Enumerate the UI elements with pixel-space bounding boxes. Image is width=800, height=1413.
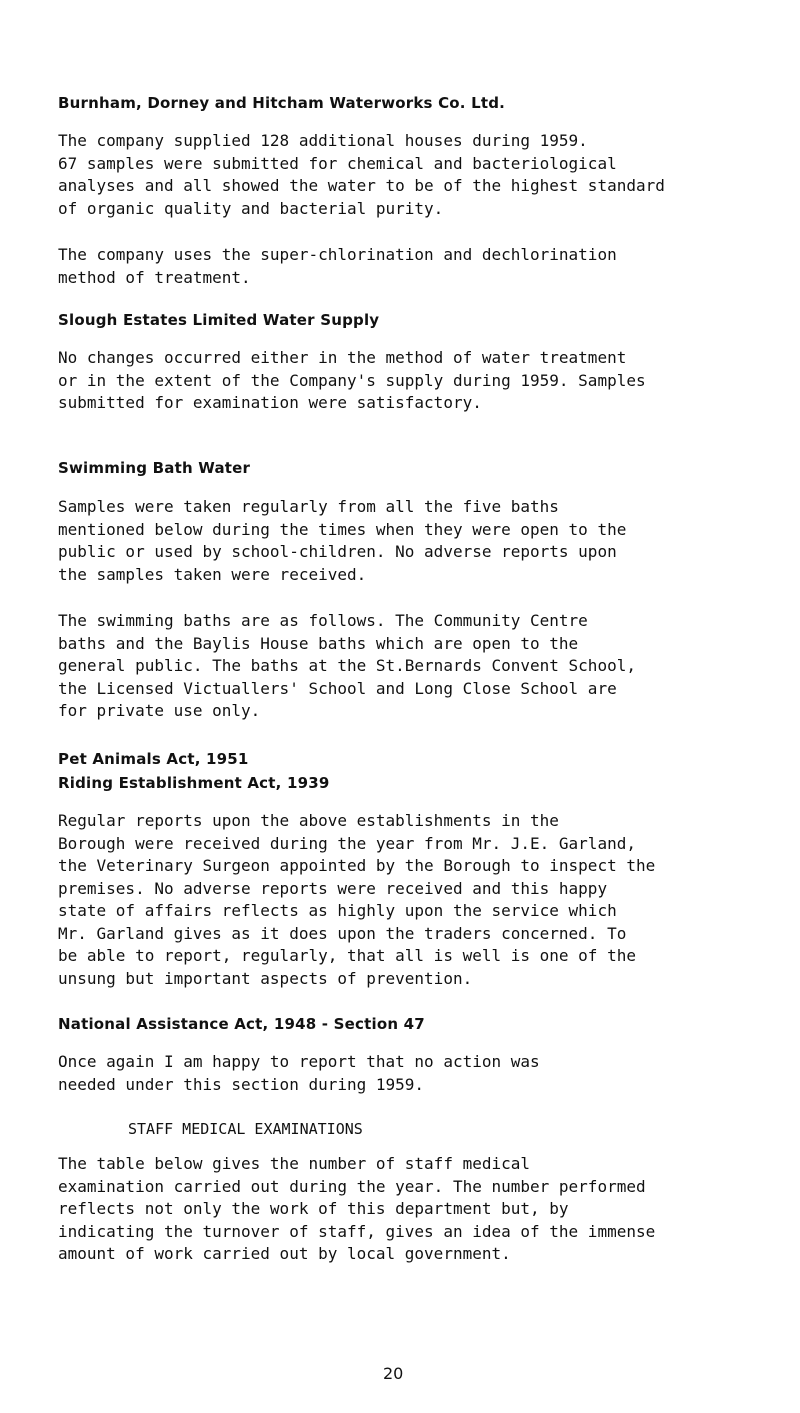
national-assistance-paragraph-1: Once again I am happy to report that no action was needed under this section during 1959. [58, 1052, 540, 1094]
staff-medical-paragraph-1: The table below gives the number of staff medical examination carried out during the year. The number performed reflects not only the work of this department but, by indicating the turnover of staff, gives an idea of the immense amount of work carried out by local government. [58, 1154, 656, 1263]
swimming-paragraph-1: Samples were taken regularly from all the five baths mentioned below during the times when they were open to the public or used by school-children. No adverse reports upon the samples taken were received. [58, 497, 627, 584]
swimming-heading: Swimming Bath Water [58, 459, 251, 477]
pet-animals-paragraph-1: Regular reports upon the above establishments in the Borough were received during the year from Mr. J.E. Garland, the Veterinary Surgeon appointed by the Borough to inspect the premises. No adverse reports were received and this happy state of affairs reflects as highly upon the service which Mr. Garland gives as it does upon the traders concerned. To be able to report, regularly, that all is well is one of the unsung but important aspects of prevention. [58, 811, 656, 988]
swimming-paragraph-2: The swimming baths are as follows. The Community Centre baths and the Baylis House baths which are open to the general public. The baths at the St.Bernards Convent School, the Licensed Victuallers' School and Long Close School are for private use only. [58, 611, 636, 720]
pet-animals-heading: Pet Animals Act, 1951 [58, 750, 249, 768]
staff-medical-heading: STAFF MEDICAL EXAMINATIONS [128, 1120, 363, 1138]
slough-paragraph-1: No changes occurred either in the method of water treatment or in the extent of the Company's supply during 1959. Samples submitted for examination were satisfactory. [58, 348, 646, 412]
burnham-heading: Burnham, Dorney and Hitcham Waterworks Co. Ltd. [58, 94, 506, 112]
burnham-paragraph-1: The company supplied 128 additional houses during 1959. 67 samples were submitted for chemical and bacteriological analyses and all showed the water to be of the highest standard of organic quality and bacterial purity. [58, 131, 665, 218]
burnham-paragraph-2: The company uses the super-chlorination and dechlorination method of treatment. [58, 245, 617, 287]
slough-heading: Slough Estates Limited Water Supply [58, 311, 380, 329]
riding-establishment-heading: Riding Establishment Act, 1939 [58, 774, 330, 792]
national-assistance-heading: National Assistance Act, 1948 - Section 47 [58, 1015, 425, 1033]
page-number: 20 [383, 1364, 404, 1383]
